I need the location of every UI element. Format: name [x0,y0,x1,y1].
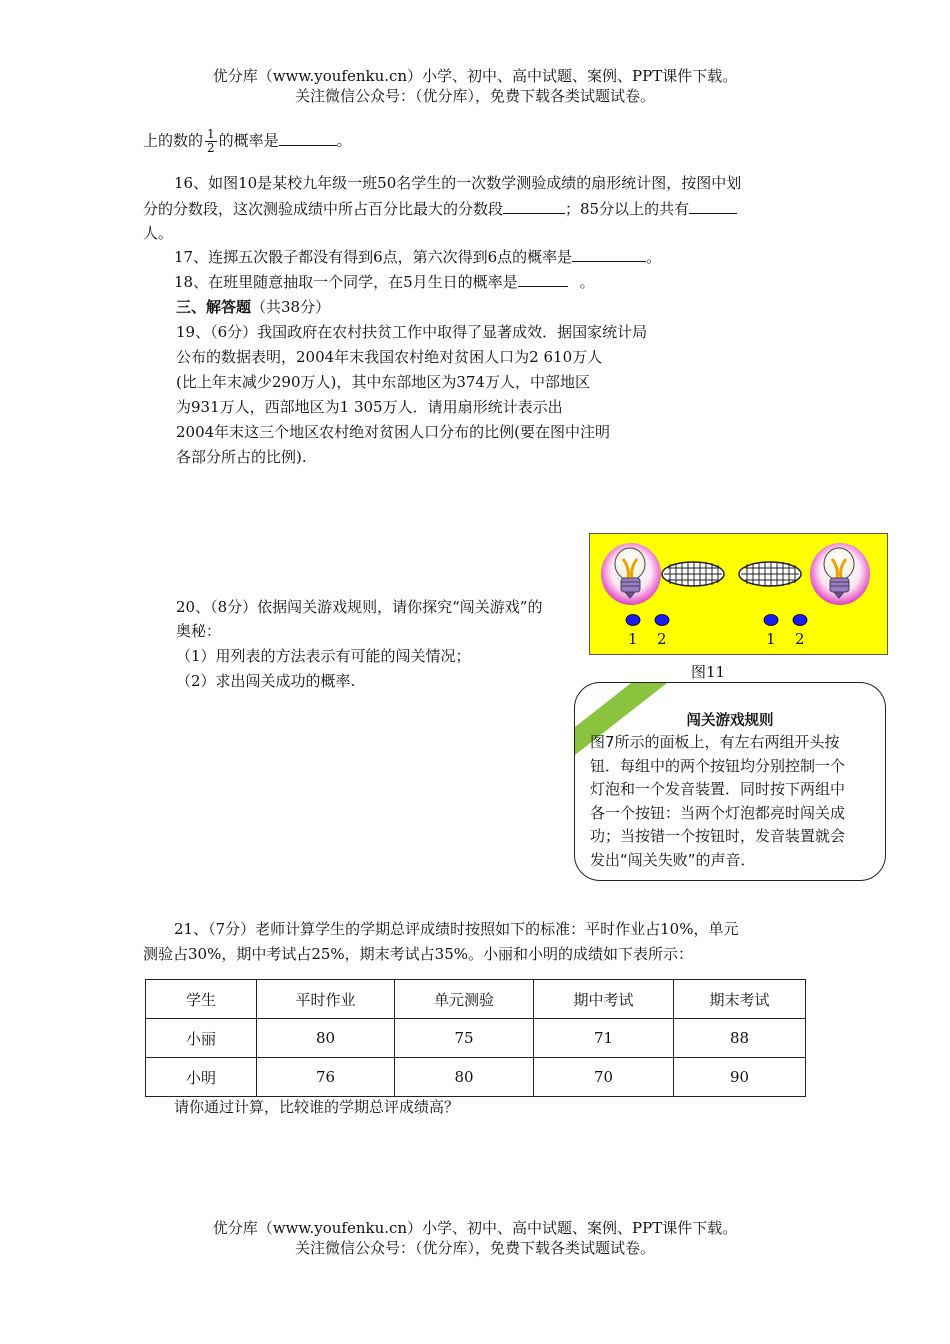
left-button-2[interactable] [655,615,669,626]
right-button-1[interactable] [764,615,778,626]
q16-line2: 分的分数段，这次测验成绩中所占百分比最大的分数段 ；85分以上的共有 [143,198,737,220]
q20-line1: 20、（8分）依据闯关游戏规则，请你探究“闯关游戏”的 [176,598,543,616]
left-lightbulb-icon [601,543,661,605]
q18-line: 18、在班里随意抽取一个同学，在5月生日的概率是 。 [174,273,595,291]
q20-item1: （1）用列表的方法表示有可能的闯关情况； [176,647,471,665]
table-row: 小明 76 80 70 90 [146,1058,806,1097]
q21-question: 请你通过计算，比较谁的学期总评成绩高？ [174,1098,460,1116]
left-button-1[interactable] [626,615,640,626]
page-footer-line1: 优分库（www.youfenku.cn）小学、初中、高中试题、案例、PPT课件下载。 [212,1219,738,1237]
button-label: 1 [766,630,776,648]
game-rules-box [574,682,886,881]
answer-blank[interactable] [279,131,337,146]
q19-line6: 各部分所占的比例). [176,448,307,466]
q19-line4: 为931万人，西部地区为1 305万人．请用扇形统计表示出 [176,398,563,416]
page-header-line2: 关注微信公众号：（优分库），免费下载各类试题试卷。 [294,87,655,105]
q16-line3: 人。 [143,224,174,242]
figure-caption: 图11 [691,663,726,681]
q15-line: 上的数的 $\frac{1}{2}$ 的概率是 。 [143,127,352,155]
button-label: 2 [657,630,667,648]
table-header-row: 学生 平时作业 单元测验 期中考试 期末考试 [146,980,806,1019]
section-title: 三、解答题（共38分） [176,298,331,316]
q20-line2: 奥秘： [176,622,222,640]
right-button-2[interactable] [793,615,807,626]
answer-blank[interactable] [572,247,646,262]
right-lightbulb-icon [810,543,870,605]
table-row: 小丽 80 75 71 88 [146,1019,806,1058]
left-speaker-icon [662,562,724,586]
rules-body: 图7所示的面板上，有左右两组开头按 钮．每组中的两个按钮均分别控制一个 灯泡和一个发音装置．同时按下两组中 各一个按钮：当两个灯泡都亮时闯关成 功；当按错一个按钮时，发音装置就会 发出“闯关失败”的声音． [590,733,846,869]
button-label: 2 [795,630,805,648]
q19-line3: (比上年末减少290万人)，其中东部地区为374万人，中部地区 [176,373,590,391]
button-label: 1 [628,630,638,648]
q17-line: 17、连掷五次骰子都没有得到6点，第六次得到6点的概率是 。 [174,248,662,266]
right-speaker-icon [739,562,801,586]
answer-blank[interactable] [503,199,565,214]
q21-line1: 21、（7分）老师计算学生的学期总评成绩时按照如下的标准：平时作业占10%，单元 [174,920,739,938]
rules-title: 闯关游戏规则 [686,713,774,729]
q19-line1: 19、（6分）我国政府在农村扶贫工作中取得了显著成效．据国家统计局 [176,323,648,341]
q19-line2: 公布的数据表明，2004年末我国农村绝对贫困人口为2 610万人 [176,348,603,366]
q19-line5: 2004年末这三个地区农村绝对贫困人口分布的比例(要在图中注明 [176,423,611,441]
fraction: $\frac{1}{2}$ [207,127,215,155]
page-header-line1: 优分库（www.youfenku.cn）小学、初中、高中试题、案例、PPT课件下载。 [212,67,738,85]
answer-blank[interactable] [518,272,568,287]
q16-line1: 16、如图10是某校九年级一班50名学生的一次数学测验成绩的扇形统计图，按图中划 [174,174,742,192]
page-footer-line2: 关注微信公众号：（优分库），免费下载各类试题试卷。 [294,1239,655,1257]
scores-table [145,979,806,1097]
q21-line2: 测验占30%，期中考试占25%，期末考试占35%。小丽和小明的成绩如下表所示： [143,945,694,963]
game-panel-figure [589,533,888,655]
q20-item2: （2）求出闯关成功的概率. [176,672,356,690]
answer-blank[interactable] [689,199,737,214]
